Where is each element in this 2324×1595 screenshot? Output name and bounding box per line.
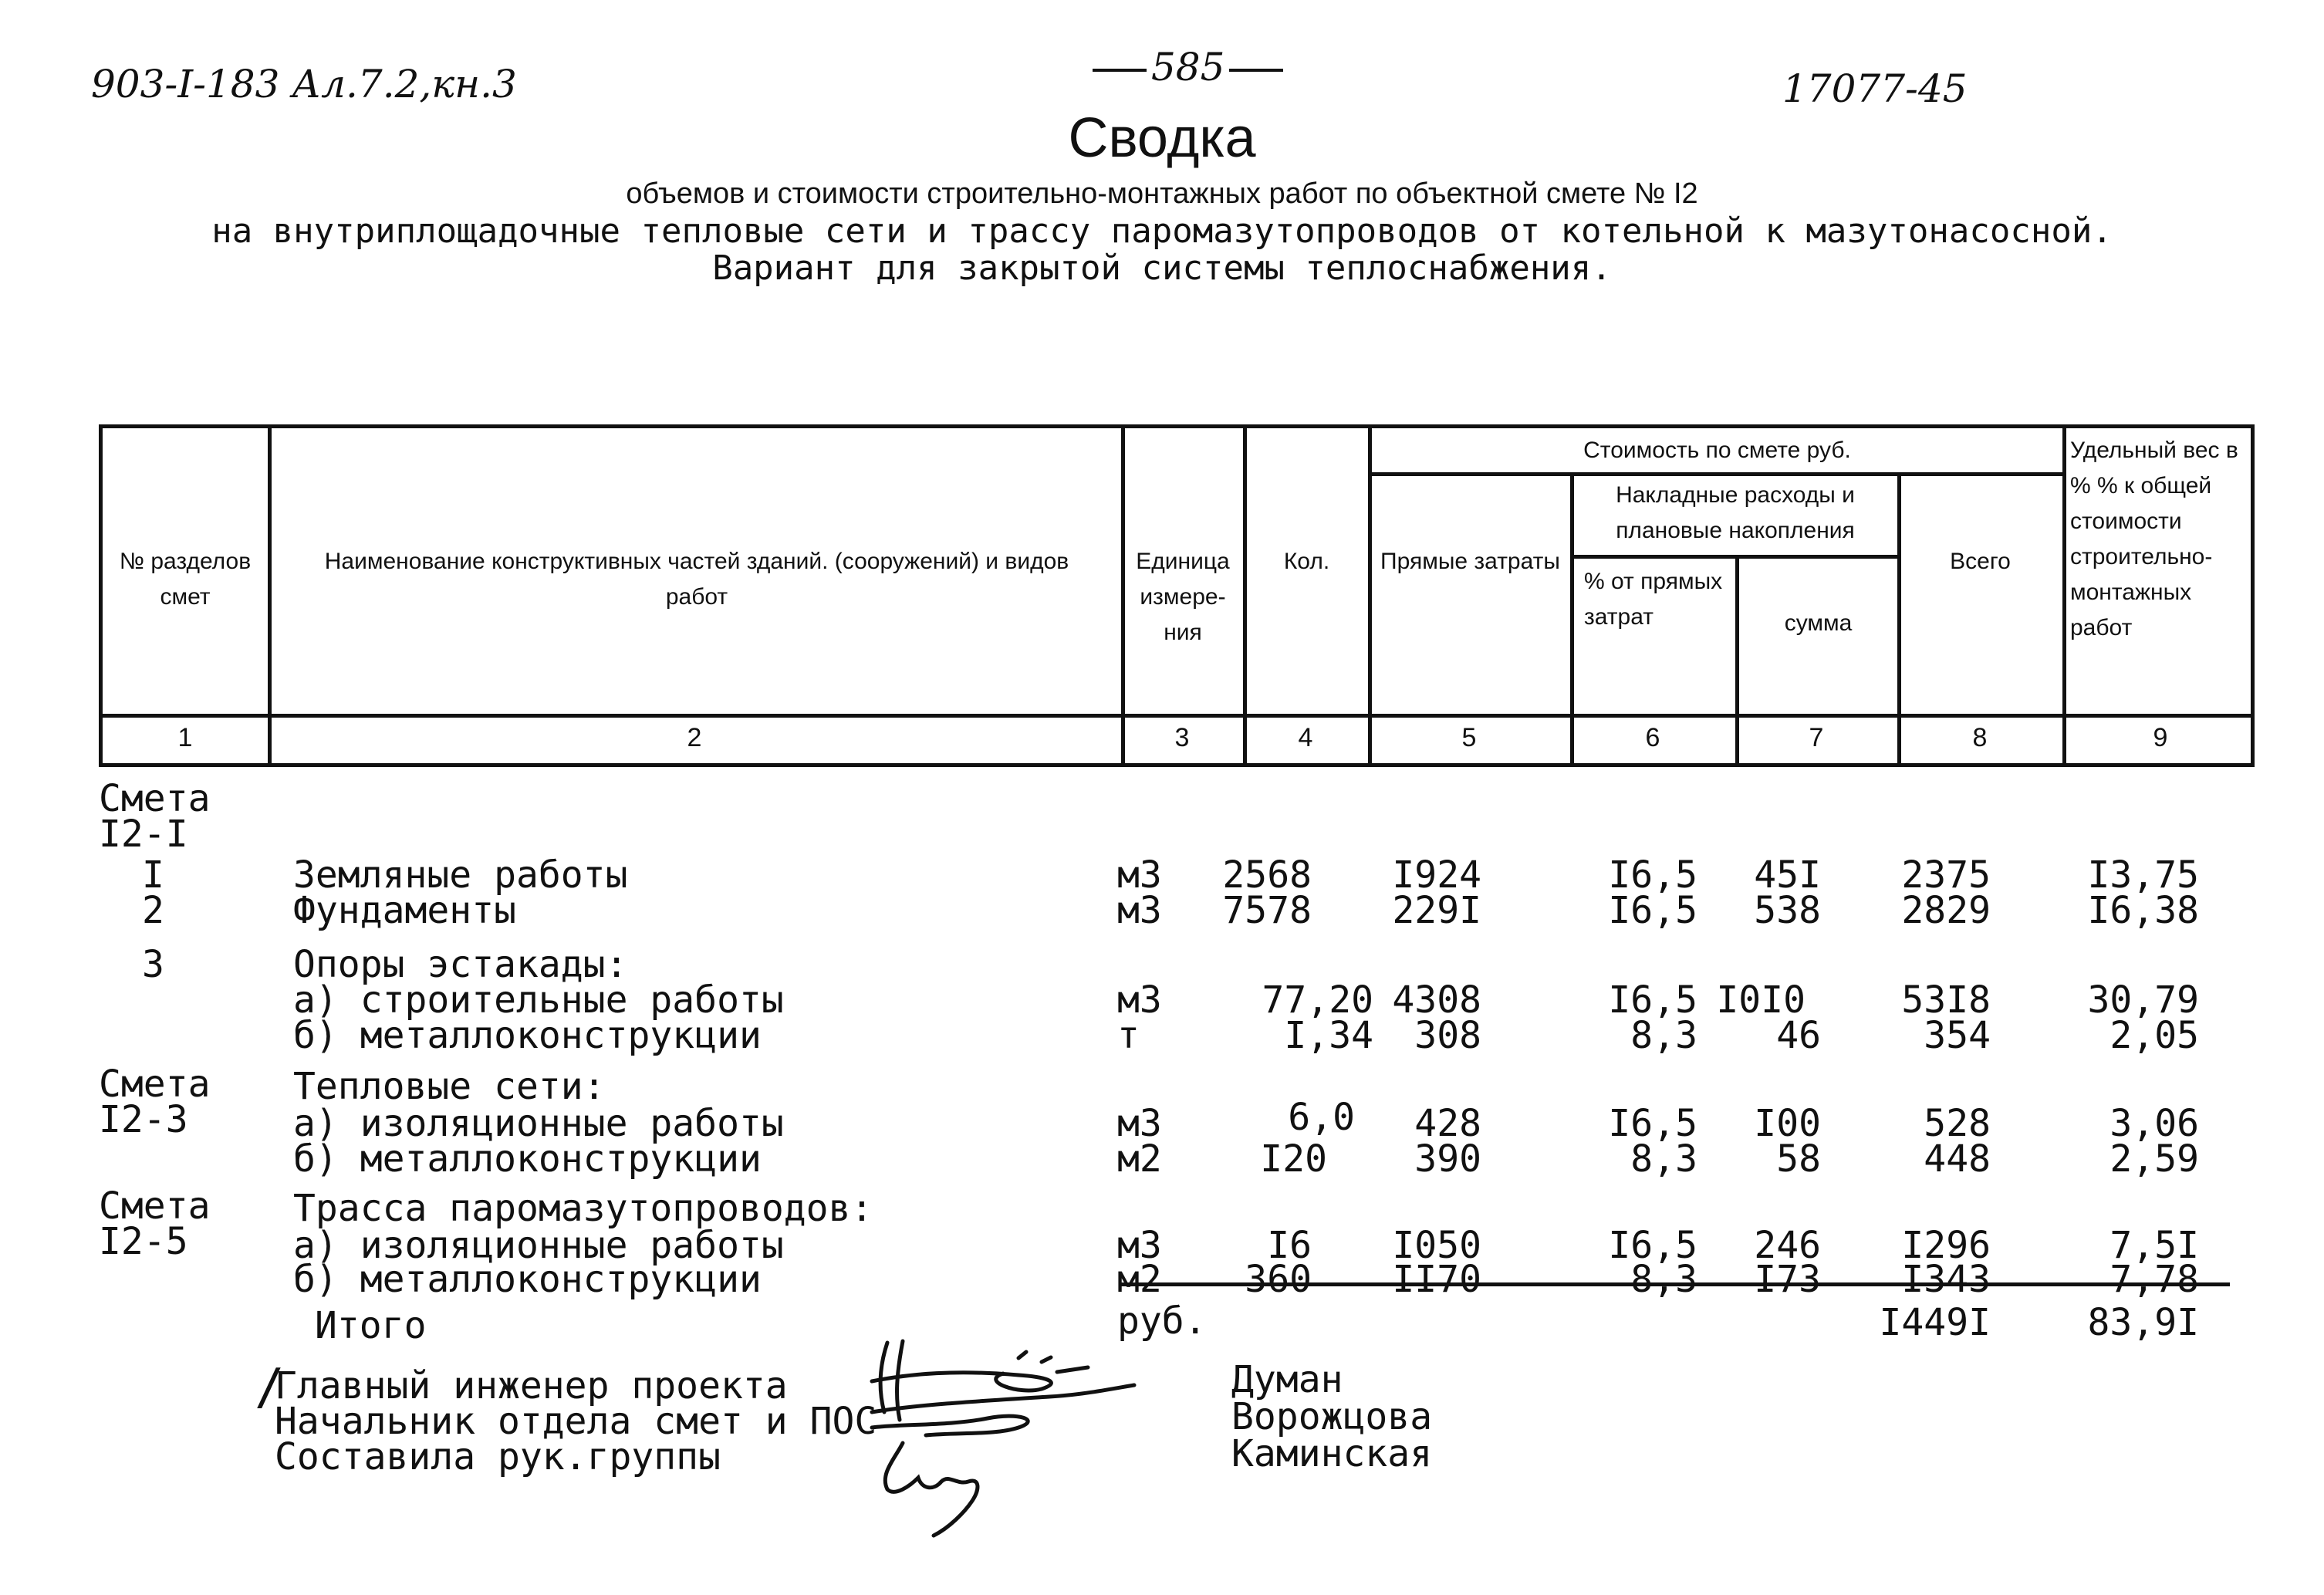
row-direct: I924 bbox=[1392, 853, 1481, 897]
row-direct: 4308 bbox=[1392, 978, 1481, 1022]
row-total: 53I8 bbox=[1901, 978, 1991, 1022]
row-sum: 246 bbox=[1754, 1224, 1821, 1267]
row-sum: 45I bbox=[1754, 853, 1821, 897]
column-number: 1 bbox=[177, 723, 193, 752]
row-total: I343 bbox=[1901, 1258, 1991, 1301]
row-pct: I6,5 bbox=[1608, 978, 1697, 1022]
total-unit: руб. bbox=[1117, 1299, 1207, 1343]
row-direct: 229I bbox=[1392, 889, 1481, 932]
handwritten-signatures bbox=[787, 1327, 1188, 1543]
row-pct: I6,5 bbox=[1608, 1102, 1697, 1145]
row-name: Фундаменты bbox=[293, 889, 516, 932]
row-qty: I6 bbox=[1267, 1224, 1312, 1267]
row-pct: 8,3 bbox=[1630, 1014, 1697, 1057]
row-sum: 46 bbox=[1776, 1014, 1821, 1057]
signer-role: Начальник отдела смет и ПОС bbox=[275, 1400, 877, 1443]
row-sum: 538 bbox=[1754, 889, 1821, 932]
row-pct: 8,3 bbox=[1630, 1137, 1697, 1181]
signer-name: Ворожцова bbox=[1231, 1395, 1433, 1438]
row-direct: 390 bbox=[1414, 1137, 1481, 1181]
table-header bbox=[99, 424, 2255, 767]
row-sum: I0I0 bbox=[1716, 978, 1805, 1022]
header-section-no: № разделов смет bbox=[119, 549, 252, 610]
column-number: 7 bbox=[1809, 723, 1824, 752]
row-number: 3 bbox=[142, 943, 164, 986]
row-direct: I050 bbox=[1392, 1224, 1481, 1267]
column-number: 6 bbox=[1645, 723, 1660, 752]
row-unit: м2 bbox=[1117, 1258, 1162, 1301]
row-name: Тепловые сети: bbox=[293, 1065, 606, 1108]
row-qty: I20 bbox=[1260, 1137, 1327, 1181]
grid-line bbox=[1570, 555, 1897, 559]
column-number: 9 bbox=[2153, 723, 2168, 752]
header-overhead-sum: сумма bbox=[1784, 610, 1853, 636]
grid-line bbox=[2062, 428, 2066, 763]
row-name: Опоры эстакады: bbox=[293, 943, 628, 986]
grid-line bbox=[1368, 472, 2062, 476]
dash-left bbox=[1093, 69, 1147, 72]
row-qty: I,34 bbox=[1284, 1014, 1373, 1057]
grid-line bbox=[268, 428, 272, 763]
row-share: 7,78 bbox=[2110, 1258, 2199, 1301]
total-sum: I449I bbox=[1879, 1301, 1991, 1344]
row-number: 2 bbox=[142, 889, 164, 932]
row-pct: I6,5 bbox=[1608, 1224, 1697, 1267]
subtitle-line-1: объемов и стоимости строительно-монтажных работ по объектной смете № I2 bbox=[626, 177, 1698, 210]
row-unit: т bbox=[1117, 1014, 1140, 1057]
row-unit: м3 bbox=[1117, 978, 1162, 1022]
row-name: Земляные работы bbox=[293, 853, 628, 897]
row-share: I3,75 bbox=[2087, 853, 2199, 897]
column-number: 3 bbox=[1174, 723, 1190, 752]
slash-mark: / bbox=[255, 1359, 285, 1416]
page-number bbox=[1088, 45, 1288, 90]
section-label: Смета I2-I bbox=[99, 777, 211, 856]
total-rule bbox=[1119, 1282, 2230, 1286]
signer-role: Составила рук.группы bbox=[275, 1435, 721, 1478]
column-number: 2 bbox=[687, 723, 702, 752]
signer-name: Думан bbox=[1231, 1358, 1343, 1401]
header-total: Всего bbox=[1950, 549, 2011, 574]
row-total: 354 bbox=[1924, 1014, 1991, 1057]
row-unit: м3 bbox=[1117, 853, 1162, 897]
grid-line bbox=[1897, 476, 1901, 763]
row-unit: м3 bbox=[1117, 1102, 1162, 1145]
row-pct: 8,3 bbox=[1630, 1258, 1697, 1301]
section-label: Смета I2-3 bbox=[99, 1063, 211, 1141]
row-direct: 308 bbox=[1414, 1014, 1481, 1057]
header-share: Удельный вес в % % к общей стоимости строительно-монтажных работ bbox=[2070, 438, 2238, 640]
row-name: а) строительные работы bbox=[293, 978, 784, 1022]
header-cost-group: Стоимость по смете руб. bbox=[1583, 438, 1851, 463]
signature-stroke bbox=[885, 1443, 978, 1536]
row-share: 2,59 bbox=[2110, 1137, 2199, 1181]
column-number: 5 bbox=[1461, 723, 1477, 752]
header-name: Наименование конструктивных частей зданий. (сооружений) и видов работ bbox=[324, 549, 1069, 610]
row-share: 2,05 bbox=[2110, 1014, 2199, 1057]
row-unit: м3 bbox=[1117, 889, 1162, 932]
row-pct: I6,5 bbox=[1608, 853, 1697, 897]
row-share: 7,5I bbox=[2110, 1224, 2199, 1267]
row-total: 2375 bbox=[1901, 853, 1991, 897]
row-sum: 58 bbox=[1776, 1137, 1821, 1181]
row-total: 448 bbox=[1924, 1137, 1991, 1181]
header-direct-costs: Прямые затраты bbox=[1380, 549, 1560, 574]
total-label: Итого bbox=[315, 1304, 427, 1347]
dash-right bbox=[1229, 69, 1283, 72]
grid-line bbox=[103, 714, 2251, 718]
reference-code: 17077-45 bbox=[1782, 66, 1968, 111]
document-title: Сводка bbox=[1068, 107, 1256, 169]
header-overhead-group: Накладные расходы и плановые накопления bbox=[1616, 482, 1855, 543]
row-name: б) металлоконструкции bbox=[293, 1137, 762, 1181]
total-share: 83,9I bbox=[2087, 1301, 2199, 1344]
row-name: б) металлоконструкции bbox=[293, 1258, 762, 1301]
signature-stroke bbox=[872, 1385, 1134, 1435]
signer-name: Каминская bbox=[1231, 1432, 1433, 1475]
row-name: Трасса паромазутопроводов: bbox=[293, 1187, 873, 1230]
subtitle-line-2: на внутриплощадочные тепловые сети и трассу паромазутопроводов от котельной к мазутонасосной. bbox=[211, 211, 2113, 251]
row-qty: 6,0 bbox=[1288, 1096, 1355, 1139]
row-share: 3,06 bbox=[2110, 1102, 2199, 1145]
document-code: 903-I-183 Ал.7.2,кн.3 bbox=[91, 62, 517, 106]
row-unit: м2 bbox=[1117, 1137, 1162, 1181]
row-sum: I00 bbox=[1754, 1102, 1821, 1145]
page-number-value: 585 bbox=[1151, 45, 1225, 90]
row-qty: 77,20 bbox=[1262, 978, 1373, 1022]
row-sum: I73 bbox=[1754, 1258, 1821, 1301]
row-qty: 2568 bbox=[1222, 853, 1312, 897]
column-number: 4 bbox=[1298, 723, 1313, 752]
section-label: Смета I2-5 bbox=[99, 1184, 211, 1263]
subtitle-line-3: Вариант для закрытой системы теплоснабжения. bbox=[712, 248, 1612, 288]
row-total: 2829 bbox=[1901, 889, 1991, 932]
row-direct: II70 bbox=[1392, 1258, 1481, 1301]
row-number: I bbox=[142, 853, 164, 897]
row-unit: м3 bbox=[1117, 1224, 1162, 1267]
column-number: 8 bbox=[1972, 723, 1988, 752]
row-share: I6,38 bbox=[2087, 889, 2199, 932]
row-pct: I6,5 bbox=[1608, 889, 1697, 932]
row-qty: 360 bbox=[1245, 1258, 1312, 1301]
signer-role: Главный инженер проекта bbox=[275, 1364, 788, 1407]
header-overhead-pct: % от прямых затрат bbox=[1584, 569, 1723, 630]
row-total: I296 bbox=[1901, 1224, 1991, 1267]
grid-line bbox=[1243, 428, 1247, 763]
row-qty: 7578 bbox=[1222, 889, 1312, 932]
header-unit: Единица измере-ния bbox=[1136, 549, 1230, 645]
row-total: 528 bbox=[1924, 1102, 1991, 1145]
grid-line bbox=[1368, 428, 1372, 763]
row-name: а) изоляционные работы bbox=[293, 1102, 784, 1145]
row-share: 30,79 bbox=[2087, 978, 2199, 1022]
header-qty: Кол. bbox=[1283, 549, 1330, 574]
row-name: а) изоляционные работы bbox=[293, 1224, 784, 1267]
row-direct: 428 bbox=[1414, 1102, 1481, 1145]
row-name: б) металлоконструкции bbox=[293, 1014, 762, 1057]
